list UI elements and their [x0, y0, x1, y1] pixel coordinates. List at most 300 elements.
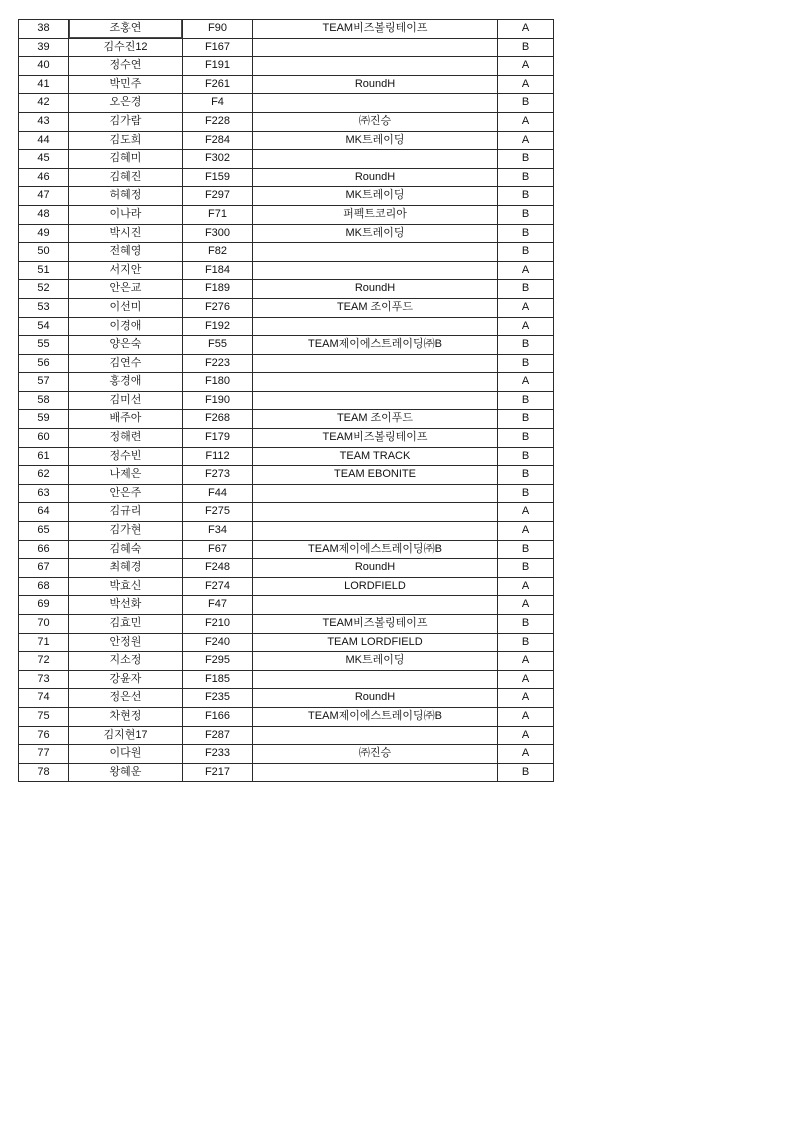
cell-text: 양은숙 [109, 338, 142, 351]
cell-text: F184 [204, 263, 231, 276]
cell-grade [498, 466, 554, 485]
cell-text: F275 [204, 505, 231, 518]
cell-grade [498, 57, 554, 76]
cell-text: 안정원 [109, 635, 142, 648]
cell-team [253, 410, 498, 429]
cell-text: F268 [204, 412, 231, 425]
cell-text: RoundH [354, 77, 396, 90]
table-row [19, 205, 554, 224]
cell-text: RoundH [354, 170, 396, 183]
cell-text: F167 [204, 40, 231, 53]
cell-grade [498, 726, 554, 745]
cell-text: LORDFIELD [344, 579, 406, 592]
cell-grade [498, 280, 554, 299]
cell-id [183, 596, 253, 615]
cell-name [69, 429, 183, 448]
cell-text: A [521, 375, 530, 388]
cell-no [19, 131, 69, 150]
cell-id [183, 317, 253, 336]
table-row [19, 57, 554, 76]
cell-no [19, 707, 69, 726]
cell-grade [498, 168, 554, 187]
cell-grade [498, 707, 554, 726]
cell-text: B [521, 542, 530, 555]
cell-no [19, 633, 69, 652]
cell-text: A [521, 672, 530, 685]
cell-text: MK트레이딩 [345, 226, 405, 239]
cell-text: A [521, 133, 530, 146]
table-row [19, 112, 554, 131]
cell-name [69, 94, 183, 113]
cell-text: 42 [37, 96, 50, 109]
cell-team [253, 503, 498, 522]
cell-text: 안은교 [109, 282, 142, 295]
cell-text: 74 [37, 691, 50, 704]
cell-no [19, 94, 69, 113]
cell-id [183, 429, 253, 448]
cell-grade [498, 391, 554, 410]
cell-text: 58 [37, 393, 50, 406]
cell-text: 김혜진 [109, 170, 142, 183]
cell-grade [498, 503, 554, 522]
cell-text: 정은선 [109, 691, 142, 704]
cell-text: 김혜미 [109, 152, 142, 165]
cell-team [253, 484, 498, 503]
table-row [19, 410, 554, 429]
cell-name [69, 391, 183, 410]
cell-text: F295 [204, 654, 231, 667]
cell-text: F297 [204, 189, 231, 202]
roster-table [18, 19, 554, 782]
cell-id [183, 503, 253, 522]
cell-name [69, 38, 183, 57]
cell-no [19, 615, 69, 634]
cell-text: MK트레이딩 [345, 133, 405, 146]
cell-text: RoundH [354, 282, 396, 295]
cell-team [253, 745, 498, 764]
cell-text: A [521, 747, 530, 760]
cell-name [69, 336, 183, 355]
cell-team [253, 150, 498, 169]
table-row [19, 94, 554, 113]
cell-text: TEAM제이에스트레이딩㈜B [308, 542, 442, 555]
cell-text: 이선미 [109, 300, 142, 313]
table-row [19, 20, 554, 39]
cell-name[interactable] [69, 20, 183, 39]
cell-grade [498, 38, 554, 57]
cell-grade [498, 94, 554, 113]
cell-id [183, 94, 253, 113]
cell-team [253, 75, 498, 94]
cell-team [253, 670, 498, 689]
cell-text: 김효민 [109, 617, 142, 629]
cell-no [19, 596, 69, 615]
cell-text: 조홍연 [109, 22, 142, 34]
cell-team [253, 336, 498, 355]
cell-no [19, 336, 69, 355]
cell-text: 왕혜운 [109, 765, 142, 778]
cell-text: 77 [37, 747, 50, 760]
cell-text: 72 [37, 654, 50, 667]
cell-text: 48 [37, 207, 50, 220]
cell-id [183, 150, 253, 169]
cell-grade [498, 410, 554, 429]
cell-text: 59 [37, 412, 50, 425]
cell-text: F90 [208, 22, 227, 34]
cell-name [69, 726, 183, 745]
cell-text: 김연수 [109, 356, 142, 369]
cell-name [69, 540, 183, 559]
cell-grade [498, 224, 554, 243]
cell-text: B [521, 412, 530, 425]
table-row [19, 726, 554, 745]
cell-grade [498, 633, 554, 652]
table-row [19, 150, 554, 169]
cell-no [19, 652, 69, 671]
cell-text: 전혜영 [109, 245, 142, 258]
table-row [19, 633, 554, 652]
cell-team [253, 429, 498, 448]
cell-text: F67 [208, 542, 227, 555]
cell-text: TEAM TRACK [339, 449, 411, 462]
cell-no [19, 57, 69, 76]
cell-text: 54 [37, 319, 50, 332]
cell-name [69, 373, 183, 392]
cell-id [183, 726, 253, 745]
cell-no [19, 298, 69, 317]
cell-grade [498, 745, 554, 764]
cell-text: A [521, 59, 530, 72]
cell-team [253, 187, 498, 206]
cell-text: F191 [204, 59, 231, 72]
cell-text: F112 [205, 449, 230, 462]
cell-no [19, 112, 69, 131]
cell-text: F180 [204, 375, 231, 388]
cell-id [183, 763, 253, 782]
cell-no [19, 168, 69, 187]
cell-team [253, 112, 498, 131]
table-row [19, 168, 554, 187]
cell-grade [498, 522, 554, 541]
cell-id [183, 484, 253, 503]
cell-text: 나제은 [109, 468, 142, 481]
cell-text: A [521, 524, 530, 537]
cell-text: F210 [204, 617, 231, 629]
cell-no [19, 354, 69, 373]
cell-id [183, 38, 253, 57]
cell-text: B [521, 338, 530, 351]
cell-grade [498, 131, 554, 150]
cell-text: F55 [208, 338, 227, 351]
cell-no [19, 205, 69, 224]
cell-id [183, 336, 253, 355]
cell-text: A [521, 598, 530, 611]
cell-text: F217 [204, 765, 231, 778]
cell-id [183, 707, 253, 726]
cell-grade [498, 689, 554, 708]
cell-no [19, 763, 69, 782]
cell-id [183, 57, 253, 76]
cell-text: F240 [204, 635, 231, 648]
cell-name [69, 317, 183, 336]
cell-grade [498, 298, 554, 317]
cell-text: 60 [37, 431, 50, 444]
cell-name [69, 205, 183, 224]
cell-text: A [521, 691, 530, 704]
cell-text: F233 [204, 747, 231, 760]
cell-text: 허혜정 [109, 189, 142, 202]
cell-text: F261 [204, 77, 231, 90]
cell-name [69, 763, 183, 782]
cell-text: 박선화 [109, 598, 142, 611]
cell-text: MK트레이딩 [345, 654, 405, 667]
table-row [19, 763, 554, 782]
cell-grade [498, 317, 554, 336]
cell-team [253, 466, 498, 485]
cell-name [69, 670, 183, 689]
cell-team [253, 280, 498, 299]
cell-id [183, 391, 253, 410]
cell-text: F47 [208, 598, 227, 611]
cell-text: 47 [37, 189, 50, 202]
cell-team [253, 205, 498, 224]
cell-text: F4 [211, 96, 224, 109]
cell-id [183, 652, 253, 671]
table-row [19, 261, 554, 280]
cell-id [183, 540, 253, 559]
cell-id [183, 466, 253, 485]
cell-text: F190 [204, 393, 231, 406]
cell-no [19, 187, 69, 206]
cell-text: F192 [204, 319, 231, 332]
table-row [19, 484, 554, 503]
cell-text: F34 [208, 524, 227, 537]
cell-text: A [521, 300, 530, 313]
cell-team [253, 391, 498, 410]
cell-grade [498, 484, 554, 503]
table-row [19, 187, 554, 206]
cell-text: TEAM EBONITE [334, 468, 416, 481]
table-row [19, 75, 554, 94]
cell-text: 김도희 [109, 133, 142, 146]
cell-text: 김미선 [109, 393, 142, 406]
cell-text: 45 [37, 152, 50, 165]
table-row [19, 38, 554, 57]
cell-name [69, 484, 183, 503]
table-row [19, 317, 554, 336]
cell-no [19, 540, 69, 559]
cell-team [253, 298, 498, 317]
cell-id [183, 689, 253, 708]
cell-grade [498, 652, 554, 671]
cell-grade [498, 205, 554, 224]
cell-grade [498, 373, 554, 392]
cell-text: B [521, 207, 530, 220]
cell-team [253, 707, 498, 726]
table-row [19, 522, 554, 541]
cell-text: 57 [37, 375, 50, 388]
cell-text: MK트레이딩 [345, 189, 405, 202]
cell-text: TEAM LORDFIELD [327, 635, 423, 648]
cell-text: 지소정 [109, 654, 142, 667]
cell-text: B [521, 468, 530, 481]
cell-no [19, 391, 69, 410]
cell-text: F284 [204, 133, 231, 146]
cell-id [183, 112, 253, 131]
cell-id [183, 168, 253, 187]
cell-text: A [521, 319, 530, 332]
cell-grade [498, 243, 554, 262]
cell-no [19, 317, 69, 336]
cell-name [69, 224, 183, 243]
cell-name [69, 559, 183, 578]
cell-team [253, 652, 498, 671]
table-row [19, 447, 554, 466]
table-row [19, 373, 554, 392]
cell-text: F71 [208, 207, 227, 220]
cell-text: 61 [37, 449, 50, 462]
cell-no [19, 577, 69, 596]
cell-no [19, 150, 69, 169]
cell-no [19, 224, 69, 243]
cell-name [69, 131, 183, 150]
cell-id [183, 577, 253, 596]
table-row [19, 689, 554, 708]
cell-team [253, 317, 498, 336]
cell-text: 64 [37, 505, 50, 518]
cell-team [253, 596, 498, 615]
cell-team [253, 373, 498, 392]
table-row [19, 670, 554, 689]
cell-text: 최혜경 [109, 561, 142, 574]
table-row [19, 707, 554, 726]
cell-name [69, 298, 183, 317]
cell-team [253, 615, 498, 634]
cell-text: B [521, 40, 530, 53]
cell-name [69, 150, 183, 169]
cell-grade [498, 75, 554, 94]
cell-grade [498, 615, 554, 634]
cell-text: 퍼펙트코리아 [343, 207, 407, 220]
cell-name [69, 187, 183, 206]
cell-text: 66 [37, 542, 50, 555]
cell-id [183, 745, 253, 764]
cell-team [253, 261, 498, 280]
cell-id [183, 522, 253, 541]
cell-text: ㈜진승 [358, 747, 392, 760]
cell-text: 70 [37, 617, 50, 629]
cell-text: 38 [37, 22, 50, 34]
cell-team [253, 763, 498, 782]
cell-no [19, 503, 69, 522]
cell-id [183, 559, 253, 578]
cell-text: 배주아 [109, 412, 142, 425]
cell-grade [498, 596, 554, 615]
table-row [19, 540, 554, 559]
cell-team [253, 577, 498, 596]
cell-text: A [521, 22, 530, 34]
cell-text: TEAM 조이푸드 [336, 300, 414, 313]
cell-grade [498, 670, 554, 689]
cell-id [183, 205, 253, 224]
cell-text: 정수연 [109, 59, 142, 72]
cell-team [253, 540, 498, 559]
cell-text: RoundH [354, 691, 396, 704]
table-row [19, 131, 554, 150]
cell-text: 73 [37, 672, 50, 685]
cell-text: F189 [204, 282, 231, 295]
table-row [19, 336, 554, 355]
cell-text: 55 [37, 338, 50, 351]
cell-grade [498, 763, 554, 782]
cell-id [183, 75, 253, 94]
cell-no [19, 280, 69, 299]
cell-no [19, 373, 69, 392]
cell-text: 40 [37, 59, 50, 72]
cell-text: 이경애 [109, 319, 142, 332]
cell-text: 63 [37, 486, 50, 499]
cell-text: 75 [37, 709, 50, 722]
cell-name [69, 633, 183, 652]
cell-no [19, 466, 69, 485]
cell-text: B [521, 393, 530, 406]
cell-text: 차현정 [109, 709, 142, 722]
table-row [19, 745, 554, 764]
cell-text: 69 [37, 598, 50, 611]
cell-text: F248 [204, 561, 231, 574]
cell-grade [498, 354, 554, 373]
cell-text: 김지현17 [103, 728, 148, 741]
cell-text: TEAM 조이푸드 [336, 412, 414, 425]
cell-text: B [521, 617, 530, 629]
cell-team [253, 689, 498, 708]
cell-id [183, 261, 253, 280]
cell-id [183, 670, 253, 689]
cell-text: F274 [204, 579, 231, 592]
table-row [19, 559, 554, 578]
cell-text: 43 [37, 114, 50, 127]
cell-text: 41 [37, 77, 50, 90]
cell-text: 56 [37, 356, 50, 369]
cell-team [253, 38, 498, 57]
cell-grade [498, 429, 554, 448]
cell-text: F179 [204, 431, 231, 444]
cell-text: 김규리 [109, 505, 142, 518]
cell-text: 홍경애 [109, 375, 142, 388]
cell-text: 71 [37, 635, 50, 648]
cell-id [183, 447, 253, 466]
cell-text: F276 [204, 300, 231, 313]
cell-name [69, 503, 183, 522]
cell-name [69, 75, 183, 94]
cell-id [183, 187, 253, 206]
cell-id [183, 280, 253, 299]
cell-text: F300 [204, 226, 231, 239]
cell-text: F185 [204, 672, 231, 685]
cell-grade [498, 20, 554, 39]
cell-text: 안은주 [109, 486, 142, 499]
cell-text: F273 [204, 468, 231, 481]
cell-text: TEAM비즈볼링테이프 [322, 431, 428, 444]
cell-name [69, 261, 183, 280]
cell-text: A [521, 579, 530, 592]
cell-name [69, 447, 183, 466]
cell-name [69, 522, 183, 541]
cell-no [19, 726, 69, 745]
cell-no [19, 447, 69, 466]
cell-grade [498, 187, 554, 206]
cell-id [183, 410, 253, 429]
